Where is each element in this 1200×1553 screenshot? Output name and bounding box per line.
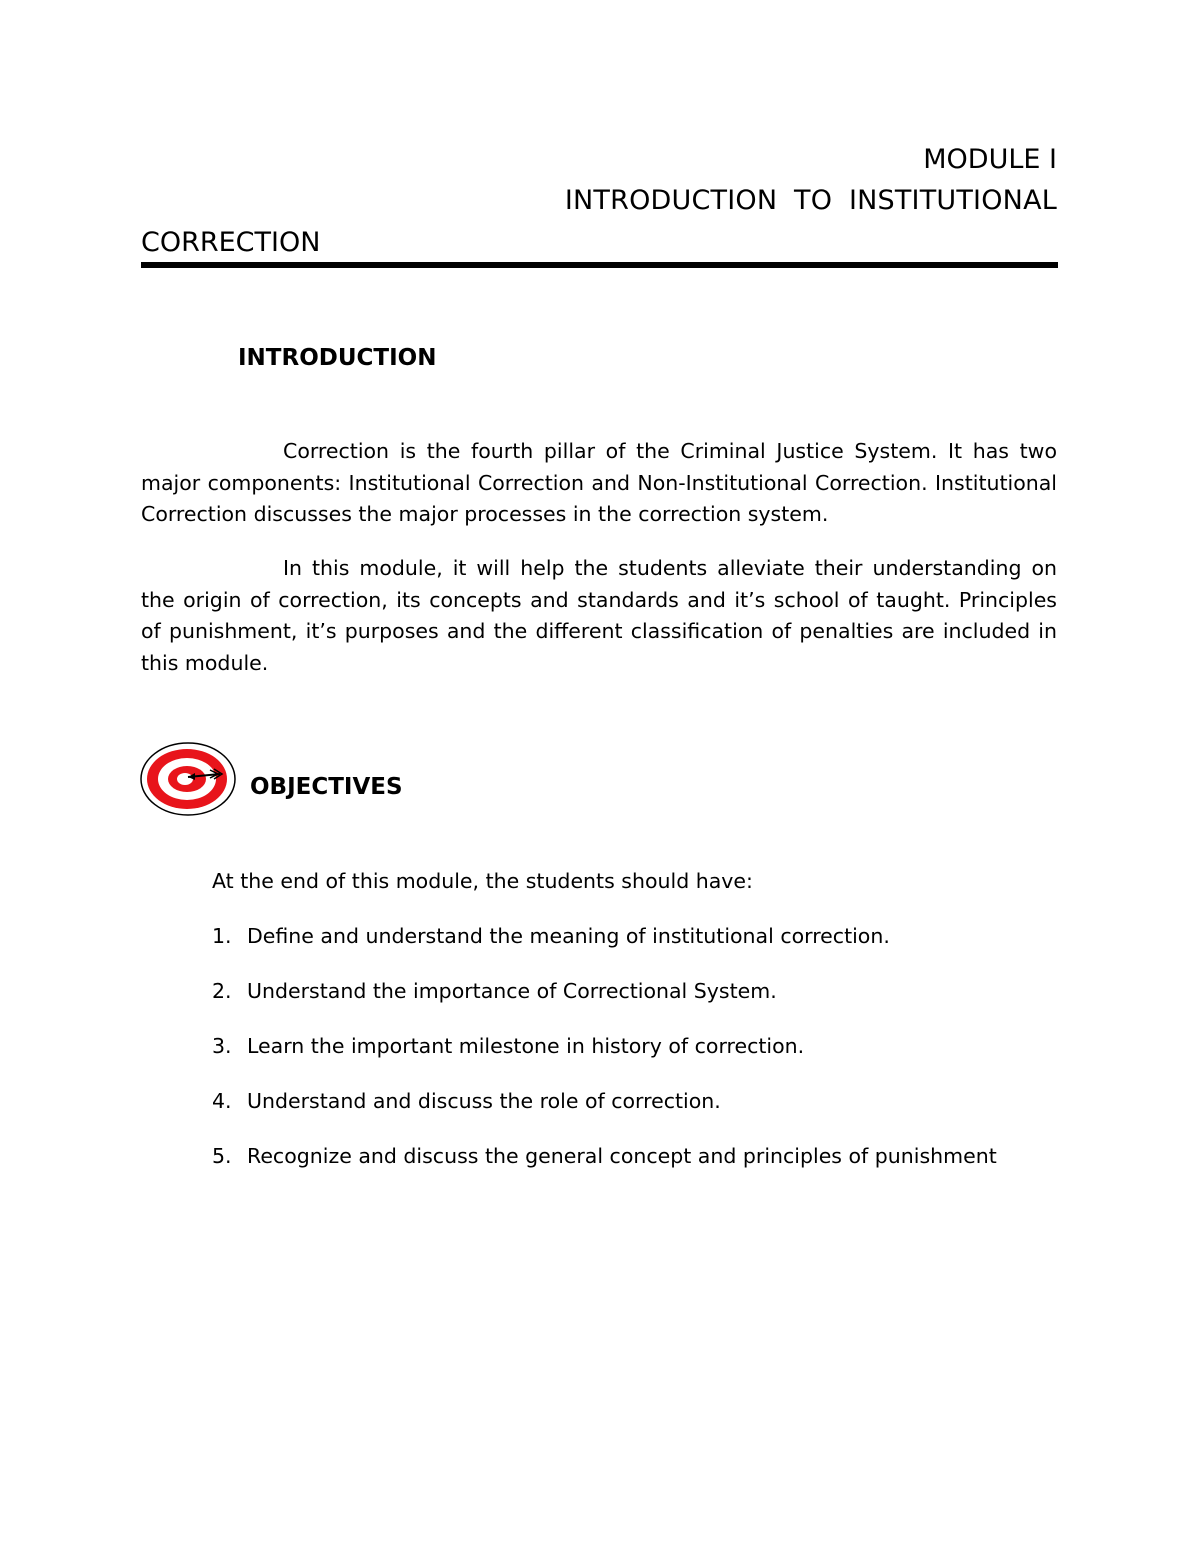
objective-item — [212, 1086, 997, 1141]
introduction-paragraph-1: Correction is the fourth pillar of the Criminal Justice System. It has two major components: Institutional Correction and Non-Institutional Correction. Institutional Correction discusses the major processes in the correction system. — [141, 439, 1057, 526]
objective-text: Learn the important milestone in history of correction. — [247, 1034, 805, 1058]
objective-text: Understand the importance of Correctional System. — [247, 979, 777, 1003]
objective-number: 1. — [212, 924, 232, 948]
objective-text: Define and understand the meaning of institutional correction. — [247, 924, 890, 948]
title-divider — [141, 262, 1058, 268]
introduction-paragraph-2: In this module, it will help the students alleviate their understanding on the origin of correction, its concepts and standards and it’s school of taught. Principles of punishment, it’s purposes and the different classification of penalties are included in this module. — [141, 556, 1057, 675]
objectives-intro: At the end of this module, the students should have: — [212, 869, 753, 893]
introduction-heading: INTRODUCTION — [238, 345, 437, 371]
objectives-heading: OBJECTIVES — [250, 774, 403, 800]
objective-item — [212, 1031, 997, 1086]
objective-text: Understand and discuss the role of correction. — [247, 1089, 721, 1113]
module-title-line2: CORRECTION — [141, 227, 321, 258]
module-label: MODULE I — [923, 144, 1057, 175]
objective-text: Recognize and discuss the general concept and principles of punishment — [247, 1144, 997, 1168]
objective-number: 2. — [212, 979, 232, 1003]
objective-number: 3. — [212, 1034, 232, 1058]
objectives-list — [212, 921, 997, 1196]
objective-number: 5. — [212, 1144, 232, 1168]
objective-item — [212, 921, 997, 976]
module-title-line1: INTRODUCTION TO INSTITUTIONAL — [564, 185, 1057, 216]
objective-item — [212, 976, 997, 1031]
objective-number: 4. — [212, 1089, 232, 1113]
objective-item — [212, 1141, 997, 1196]
target-icon — [138, 740, 238, 818]
